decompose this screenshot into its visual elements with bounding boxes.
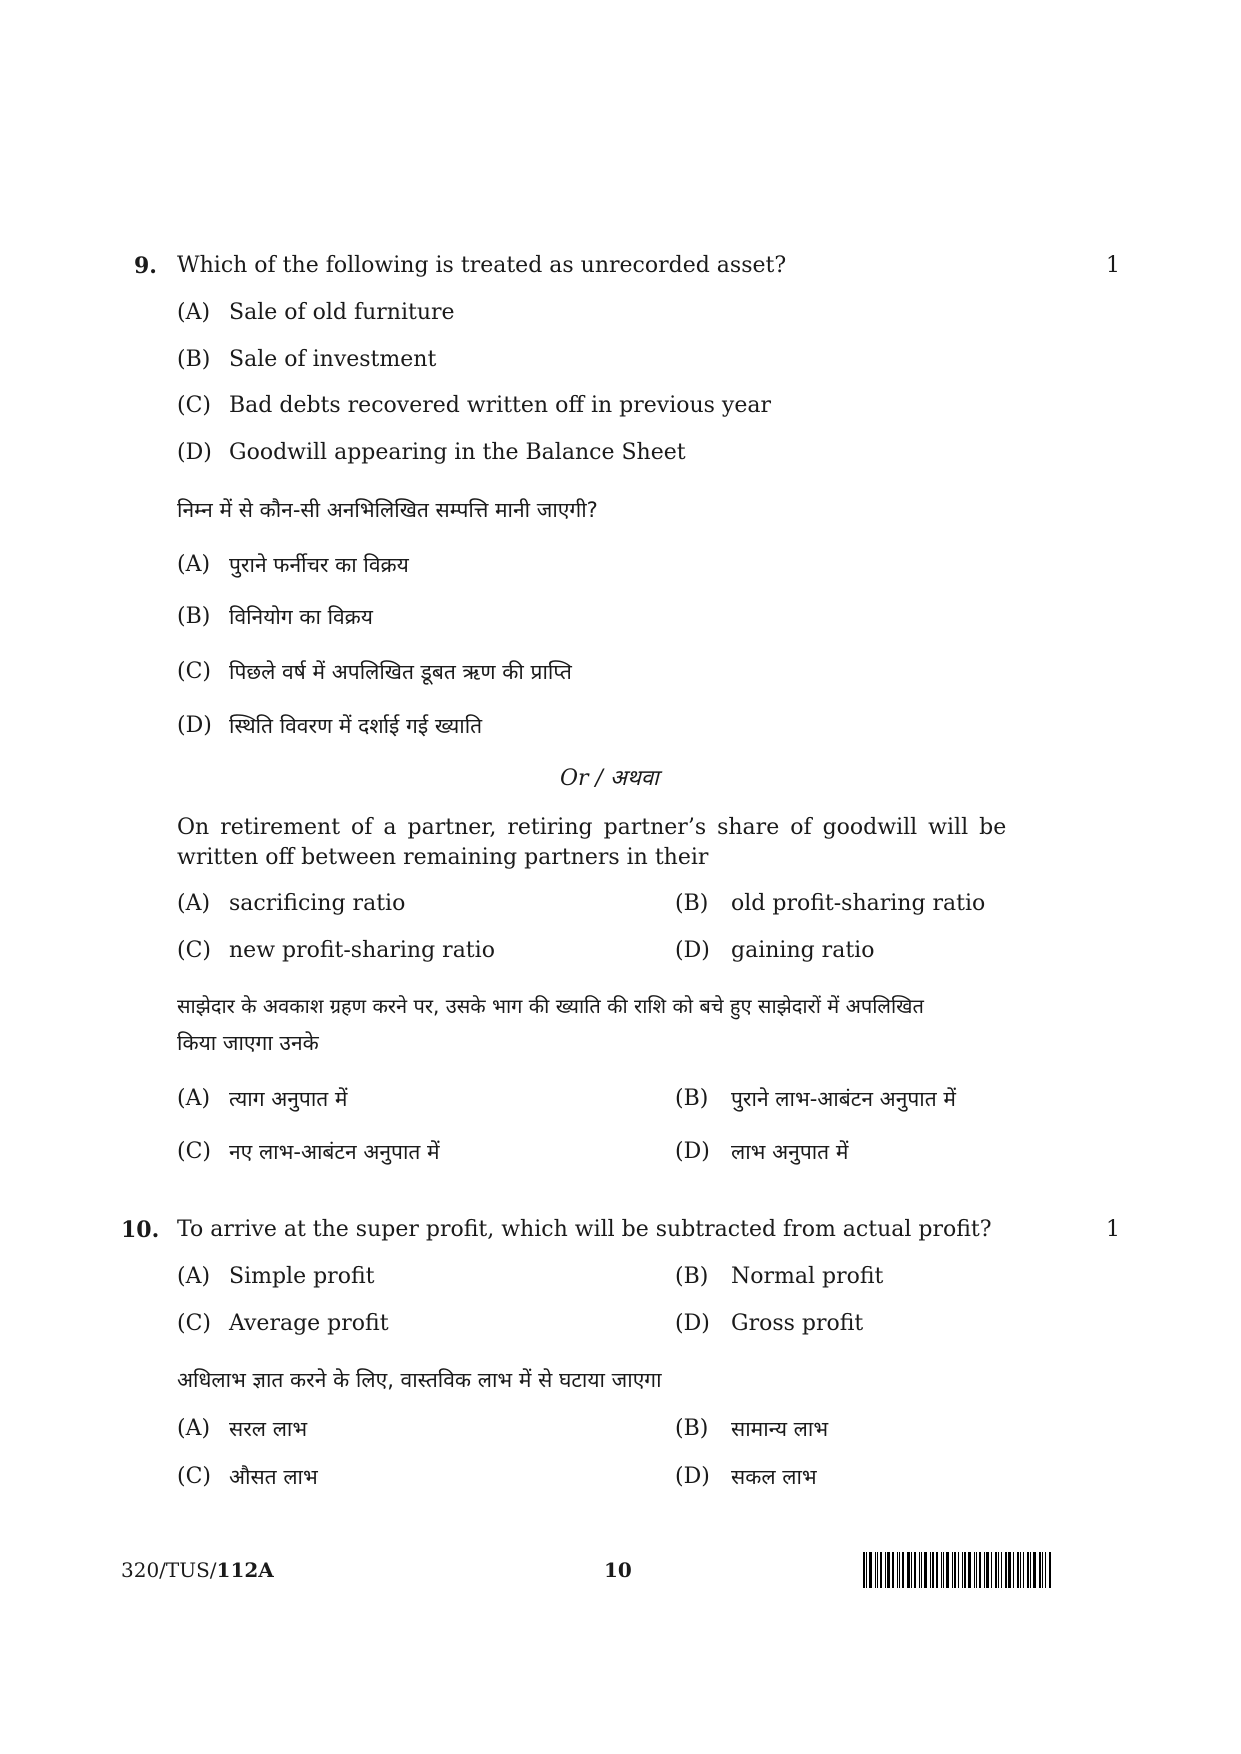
option-label: (B) — [675, 1086, 709, 1111]
barcode-bar — [1045, 1552, 1046, 1588]
barcode-bar — [968, 1552, 971, 1588]
option-label: (C) — [177, 659, 211, 684]
question-text: To arrive at the super profit, which will be subtracted from actual profit? — [177, 1217, 992, 1242]
option-text: Gross profit — [731, 1311, 864, 1336]
page-number: 10 — [604, 1558, 632, 1582]
option-text: sacrificing ratio — [229, 891, 406, 916]
barcode-bar — [964, 1552, 966, 1588]
barcode-bar — [1042, 1552, 1043, 1588]
paper-code-prefix: 320/TUS/ — [121, 1558, 217, 1582]
barcode-bar — [869, 1552, 872, 1588]
question-text: Which of the following is treated as unrecorded asset? — [177, 253, 787, 278]
option-label: (A) — [177, 1086, 211, 1111]
barcode-bar — [974, 1552, 975, 1588]
alt-question-text: On retirement of a partner, retiring partner’s share of goodwill will be — [177, 815, 1007, 840]
option-text: Average profit — [229, 1311, 389, 1336]
barcode-bar — [880, 1552, 882, 1588]
question-number: 9. — [134, 253, 157, 279]
hindi-option-text: स्थिति विवरण में दर्शाई गई ख्याति — [229, 714, 483, 738]
barcode-bar — [875, 1552, 876, 1588]
alt-hindi-question-text: किया जाएगा उनके — [177, 1031, 319, 1055]
barcode-bar — [1001, 1552, 1002, 1588]
hindi-option-text: पुराने फर्नीचर का विक्रय — [229, 553, 409, 577]
barcode-bar — [943, 1552, 944, 1588]
option-label: (D) — [675, 1311, 710, 1336]
option-label: (D) — [675, 938, 710, 963]
barcode-bar — [936, 1552, 938, 1588]
barcode-bar — [902, 1552, 904, 1588]
hindi-option-text: सामान्य लाभ — [731, 1417, 829, 1441]
option-label: (D) — [675, 1464, 710, 1489]
question-marks: 1 — [1106, 1217, 1120, 1242]
option-label: (D) — [675, 1139, 710, 1164]
barcode-bar — [979, 1552, 981, 1588]
barcode-bar — [941, 1552, 942, 1588]
barcode-bar — [998, 1552, 999, 1588]
option-label: (A) — [177, 891, 211, 916]
question-marks: 1 — [1106, 253, 1120, 278]
paper-code-bold: 112A — [216, 1558, 274, 1582]
barcode-bar — [907, 1552, 910, 1588]
barcode-bar — [919, 1552, 920, 1588]
or-separator: Or / अथवा — [560, 766, 659, 791]
barcode-bar — [1039, 1552, 1041, 1588]
hindi-option-text: सकल लाभ — [731, 1465, 817, 1489]
barcode-bar — [887, 1552, 890, 1588]
barcode-bar — [1023, 1552, 1024, 1588]
barcode-bar — [984, 1552, 985, 1588]
option-text: Normal profit — [731, 1264, 884, 1289]
hindi-option-text: सरल लाभ — [229, 1417, 308, 1441]
option-label: (C) — [177, 393, 211, 418]
option-text: Bad debts recovered written off in previous year — [229, 393, 772, 418]
barcode-bar — [1013, 1552, 1014, 1588]
alt-question-text: written off between remaining partners in their — [177, 845, 709, 870]
option-text: Sale of old furniture — [229, 300, 455, 325]
barcode-bar — [921, 1552, 922, 1588]
option-text: new profit-sharing ratio — [229, 938, 495, 963]
option-label: (A) — [177, 1264, 211, 1289]
hindi-option-text: विनियोग का विक्रय — [229, 605, 373, 629]
hindi-option-text: नए लाभ-आबंटन अनुपात में — [229, 1140, 440, 1164]
barcode-bar — [1008, 1552, 1011, 1588]
hindi-question-text: निम्न में से कौन-सी अनभिलिखित सम्पत्ति मानी जाएगी? — [177, 498, 598, 522]
option-label: (D) — [177, 440, 212, 465]
option-label: (B) — [177, 604, 211, 629]
option-label: (C) — [177, 1139, 211, 1164]
barcode-bar — [946, 1552, 949, 1588]
barcode-bar — [877, 1552, 878, 1588]
hindi-option-text: त्याग अनुपात में — [229, 1087, 348, 1111]
barcode-bar — [914, 1552, 916, 1588]
barcode-bar — [991, 1552, 992, 1588]
option-text: Simple profit — [229, 1264, 375, 1289]
barcode-bar — [1027, 1552, 1029, 1588]
option-label: (D) — [177, 713, 212, 738]
barcode-bar — [1033, 1552, 1036, 1588]
option-text: old profit-sharing ratio — [731, 891, 986, 916]
hindi-option-text: लाभ अनुपात में — [731, 1140, 849, 1164]
barcode-bar — [924, 1552, 927, 1588]
option-label: (C) — [177, 1464, 211, 1489]
hindi-option-text: पुराने लाभ-आबंटन अनुपात में — [731, 1087, 956, 1111]
barcode-bar — [995, 1552, 997, 1588]
barcode-bar — [866, 1552, 867, 1588]
barcode-bar — [897, 1552, 898, 1588]
option-label: (A) — [177, 300, 211, 325]
option-label: (B) — [675, 1264, 709, 1289]
option-text: Goodwill appearing in the Balance Sheet — [229, 440, 686, 465]
option-label: (A) — [177, 1416, 211, 1441]
barcode-bar — [1030, 1552, 1031, 1588]
option-label: (B) — [675, 891, 709, 916]
question-number: 10. — [121, 1217, 160, 1243]
barcode-bar — [930, 1552, 931, 1588]
hindi-question-text: अधिलाभ ज्ञात करने के लिए, वास्तविक लाभ में से घटाया जाएगा — [177, 1368, 662, 1392]
option-label: (B) — [675, 1416, 709, 1441]
hindi-option-text: पिछले वर्ष में अपलिखित डूबत ऋण की प्राप्ति — [229, 660, 572, 684]
barcode-bar — [952, 1552, 953, 1588]
barcode-bar — [1017, 1552, 1019, 1588]
option-label: (C) — [177, 938, 211, 963]
barcode — [863, 1552, 1121, 1588]
barcode-bar — [976, 1552, 977, 1588]
barcode-bar — [863, 1552, 865, 1588]
barcode-bar — [911, 1552, 912, 1588]
barcode-bar — [962, 1552, 963, 1588]
barcode-bar — [892, 1552, 894, 1588]
barcode-bar — [1005, 1552, 1007, 1588]
option-label: (B) — [177, 347, 211, 372]
barcode-bar — [958, 1552, 959, 1588]
option-text: Sale of investment — [229, 347, 437, 372]
option-label: (A) — [177, 552, 211, 577]
hindi-option-text: औसत लाभ — [229, 1465, 318, 1489]
barcode-bar — [954, 1552, 956, 1588]
option-label: (C) — [177, 1311, 211, 1336]
barcode-bar — [1020, 1552, 1021, 1588]
paper-code — [121, 1557, 274, 1583]
barcode-bar — [1049, 1552, 1051, 1588]
option-text: gaining ratio — [731, 938, 875, 963]
alt-hindi-question-text: साझेदार के अवकाश ग्रहण करने पर, उसके भाग की ख्याति की राशि को बचे हुए साझेदारों में अपलिखित — [177, 994, 924, 1018]
barcode-bar — [885, 1552, 886, 1588]
barcode-bar — [986, 1552, 989, 1588]
barcode-bar — [899, 1552, 900, 1588]
barcode-bar — [932, 1552, 934, 1588]
